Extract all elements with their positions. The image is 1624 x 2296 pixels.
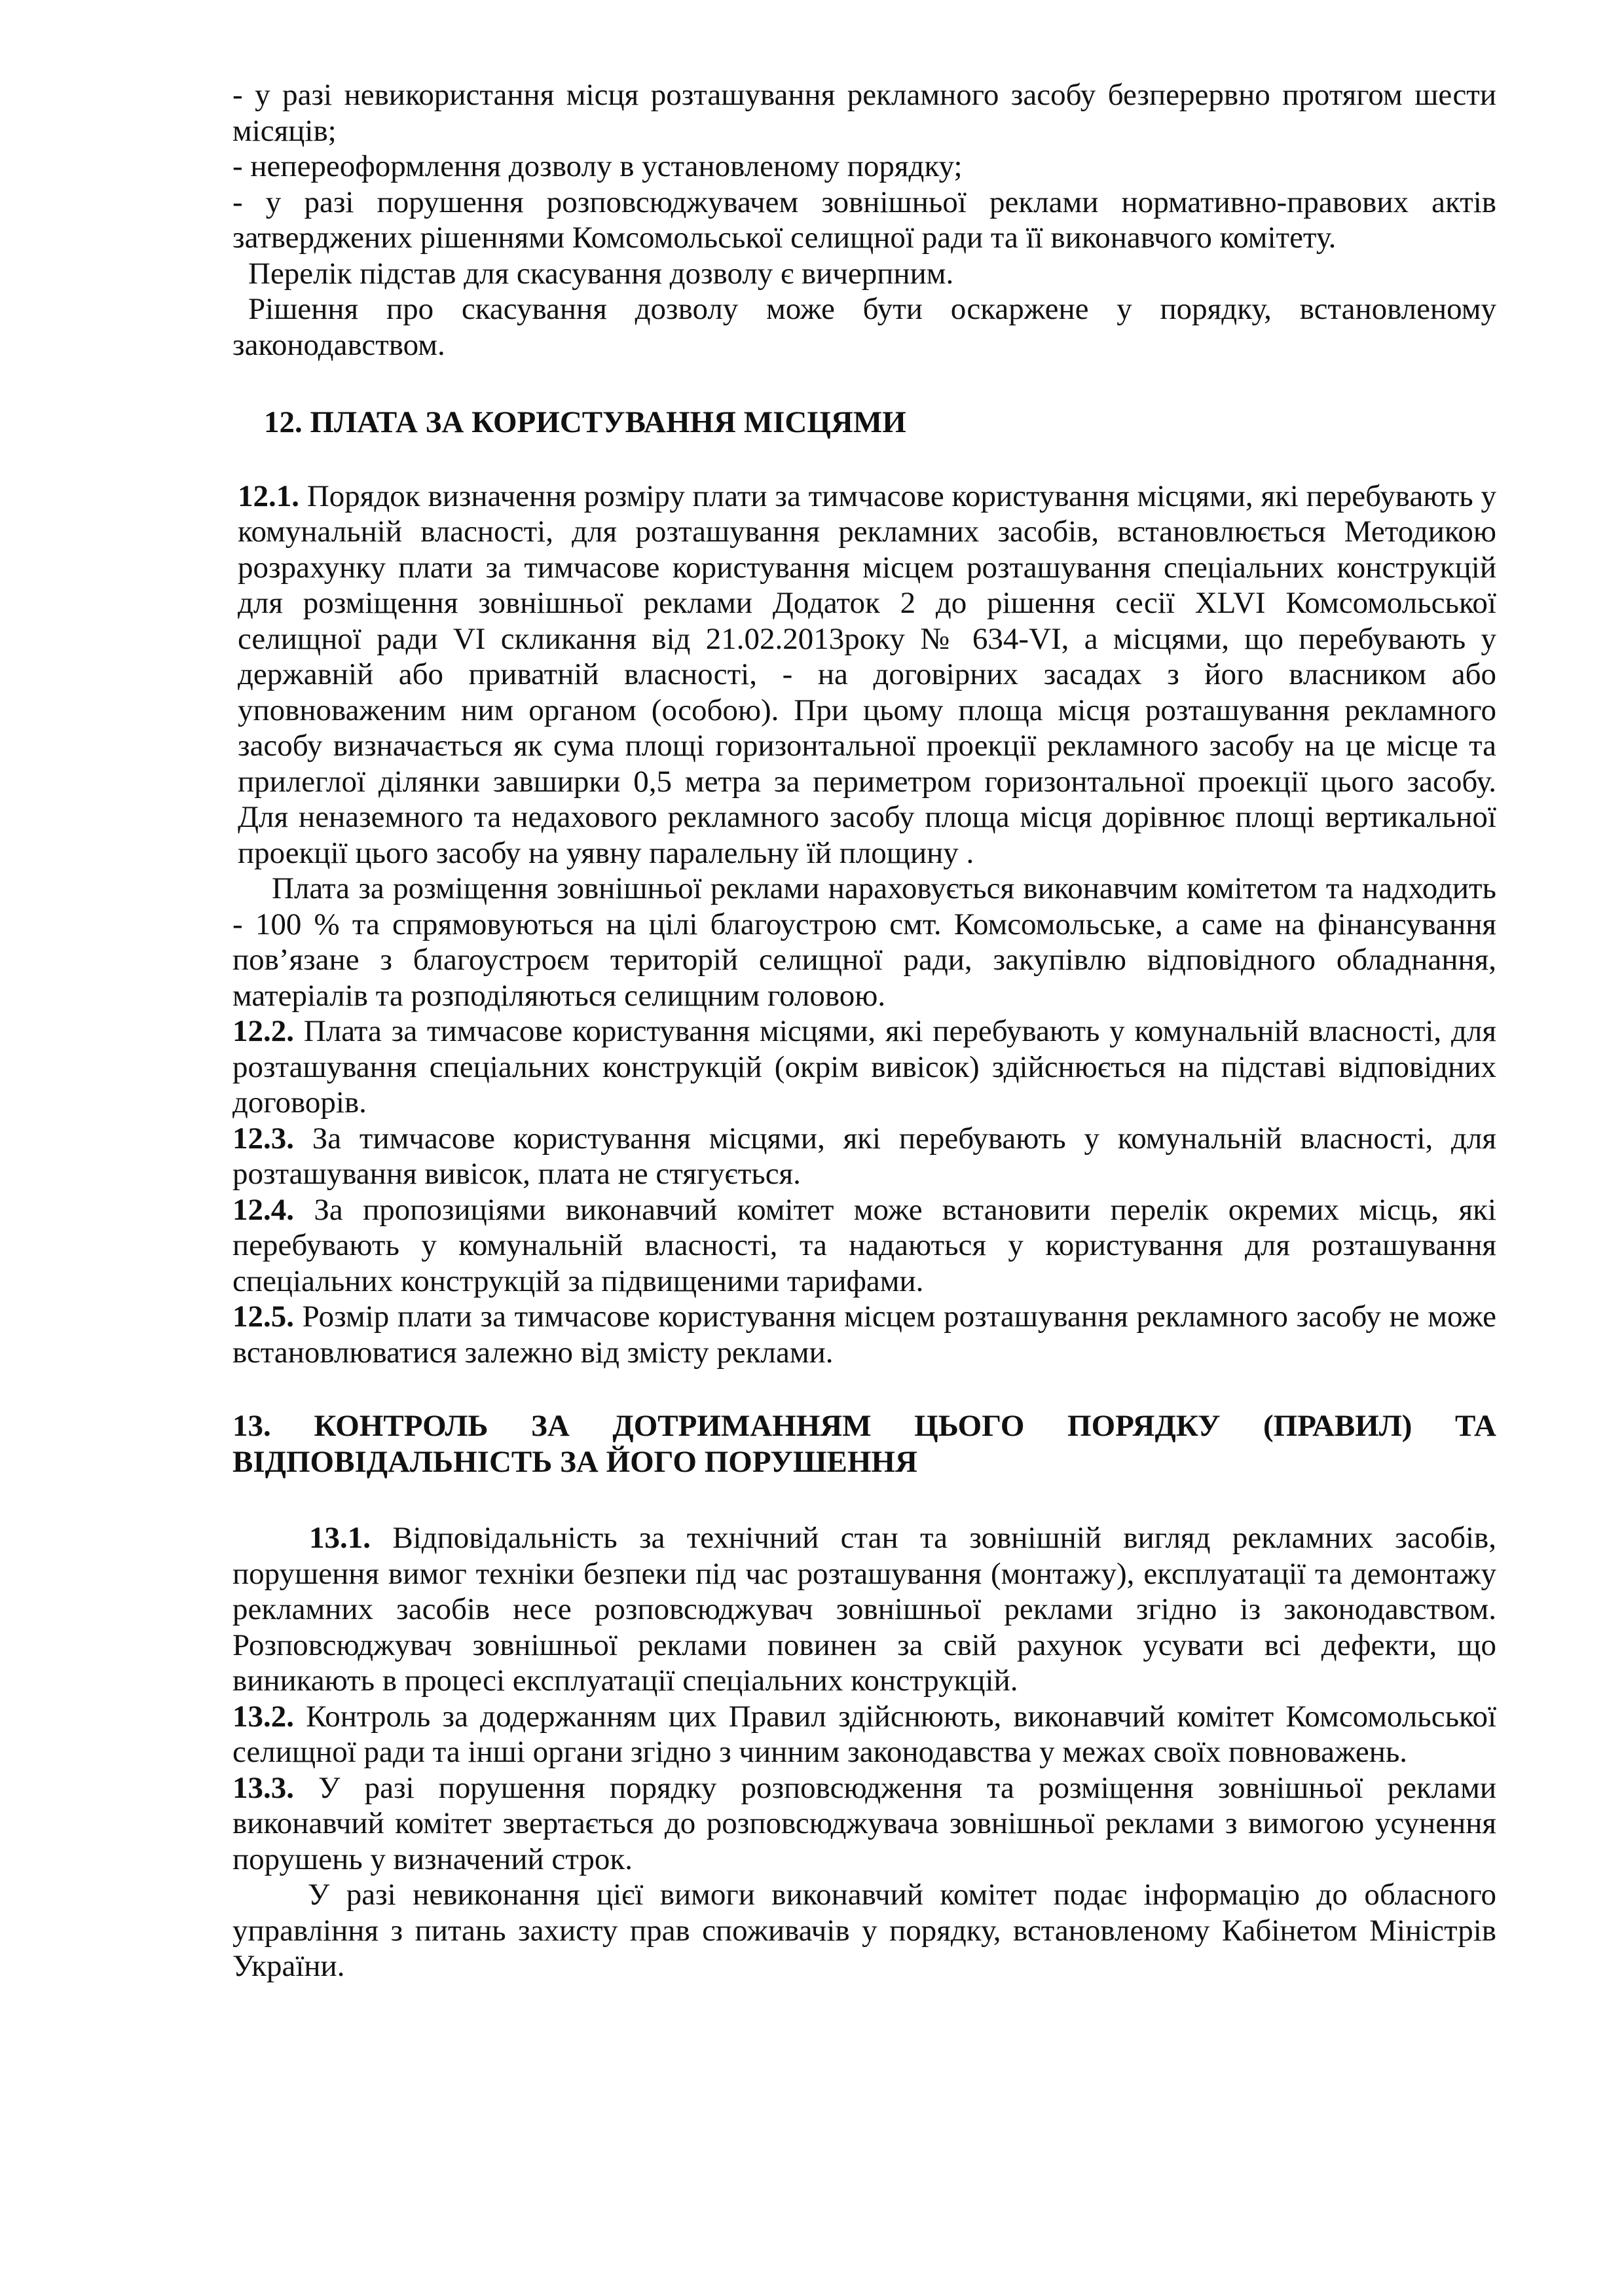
- section-13-title: 13. КОНТРОЛЬ ЗА ДОТРИМАННЯМ ЦЬОГО ПОРЯДКУ (ПРАВИЛ) ТА ВІДПОВІДАЛЬНІСТЬ ЗА ЙОГО ПОРУШЕННЯ: [232, 1409, 1496, 1479]
- clause-12-1: [232, 479, 1496, 871]
- clause-12-3: [232, 1121, 1496, 1192]
- clause-13-1-number: 13.1.: [309, 1521, 371, 1555]
- intro-item-violation: - у разі порушення розповсюджувачем зовнішньої реклами нормативно-правових актів затверджених рішеннями Комсомольської селищної ради та її виконавчого комітету.: [232, 185, 1496, 255]
- intro-appeal: Рішення про скасування дозволу може бути оскаржене у порядку, встановленому законодавством.: [232, 292, 1496, 362]
- clause-12-2: [232, 1013, 1496, 1121]
- clause-12-3-text: За тимчасове користування місцями, які перебувають у комунальній власності, для розташування вивісок, плата не стягується.: [232, 1121, 1497, 1191]
- clause-13-3-number: 13.3.: [232, 1770, 294, 1805]
- clause-12-5: [232, 1299, 1496, 1370]
- clause-12-5-text: Розмір плати за тимчасове користування місцем розташування рекламного засобу не може встановлюватися залежно від змісту реклами.: [232, 1300, 1497, 1370]
- clause-13-2-text: Контроль за додержанням цих Правил здійснюють, виконавчий комітет Комсомольської селищної ради та інші органи згідно з чинним законодавства у межах своїх повноважень.: [232, 1699, 1497, 1769]
- clause-12-5-number: 12.5.: [232, 1300, 294, 1334]
- intro-exhaustive-list: Перелік підстав для скасування дозволу є вичерпним.: [248, 256, 954, 291]
- clause-12-1-payment: Плата за розміщення зовнішньої реклами нараховується виконавчим комітетом та надходить - 100 % та спрямовуються на цілі благоустрою смт. Комсомольське, а саме на фінансування пов’язане з благоустроєм територій селищної ради, закупівлю відповідного обладнання, матеріалів та розподіляються селищним головою.: [232, 871, 1496, 1013]
- clause-12-1-text: Порядок визначення розміру плати за тимчасове користування місцями, які перебувають у комунальній власності, для розташування рекламних засобів, встановлюється Методикою розрахунку плати за тимчасове користування місцем розташування спеціальних конструкцій для розміщення зовнішньої реклами Додаток 2 до рішення сесії XLVI Комсомольської селищної ради VI скликання від 21.02.2013року № 634-VI, а місцями, що перебувають у державній або приватній власності, - на договірних засадах з його власником або уповноваженим ним органом (особою). При цьому площа місця розташування рекламного засобу визначається як сума площі горизонтальної проекції рекламного засобу на це місце та прилеглої ділянки завширки 0,5 метра за периметром горизонтальної проекції цього засобу. Для неназемного та недахового рекламного засобу площа місця дорівнює площі вертикальної проекції цього засобу на уявну паралельну їй площину .: [238, 479, 1497, 870]
- clause-12-4-number: 12.4.: [232, 1192, 294, 1227]
- clause-13-2: [232, 1699, 1496, 1770]
- clause-13-1-text: Відповідальність за технічний стан та зовнішній вигляд рекламних засобів, порушення вимог техніки безпеки під час розташування (монтажу), експлуатації та демонтажу рекламних засобів несе розповсюджувач зовнішньої реклами згідно із законодавством. Розповсюджувач зовнішньої реклами повинен за свій рахунок усувати всі дефекти, що виникають в процесі експлуатації спеціальних конструкцій.: [232, 1521, 1496, 1698]
- clause-12-4: [232, 1192, 1496, 1300]
- clause-12-3-number: 12.3.: [232, 1121, 294, 1156]
- intro-item-nonuse: - у разі невикористання місця розташування рекламного засобу безперервно протягом шести місяців;: [232, 78, 1496, 148]
- clause-12-2-text: Плата за тимчасове користування місцями, які перебувають у комунальній власності, для розташування спеціальних конструкцій (окрім вивісок) здійснюється на підставі відповідних договорів.: [232, 1014, 1496, 1120]
- clause-13-3-text: У разі порушення порядку розповсюдження та розміщення зовнішньої реклами виконавчий комітет звертається до розповсюджувача зовнішньої реклами з вимогою усунення порушень у визначений строк.: [232, 1770, 1496, 1876]
- clause-13-3: [232, 1770, 1496, 1878]
- section-12-title: 12. ПЛАТА ЗА КОРИСТУВАННЯ МІСЦЯМИ: [264, 405, 906, 439]
- document-page: [232, 77, 1496, 1984]
- intro-item-reissue: - непереоформлення дозволу в установленому порядку;: [232, 149, 963, 183]
- clause-13-1: [232, 1520, 1496, 1699]
- clause-12-2-number: 12.2.: [232, 1014, 294, 1048]
- clause-12-1-number: 12.1.: [238, 479, 299, 513]
- clause-12-4-text: За пропозиціями виконавчий комітет може встановити перелік окремих місць, які перебувають у комунальній власності, та надаються у користування для розташування спеціальних конструкцій за підвищеними тарифами.: [232, 1192, 1497, 1298]
- clause-13-3-noncompliance: У разі невиконання цієї вимоги виконавчий комітет подає інформацію до обласного управління з питань захисту прав споживачів у порядку, встановленому Кабінетом Міністрів України.: [232, 1878, 1496, 1983]
- clause-13-2-number: 13.2.: [232, 1699, 294, 1734]
